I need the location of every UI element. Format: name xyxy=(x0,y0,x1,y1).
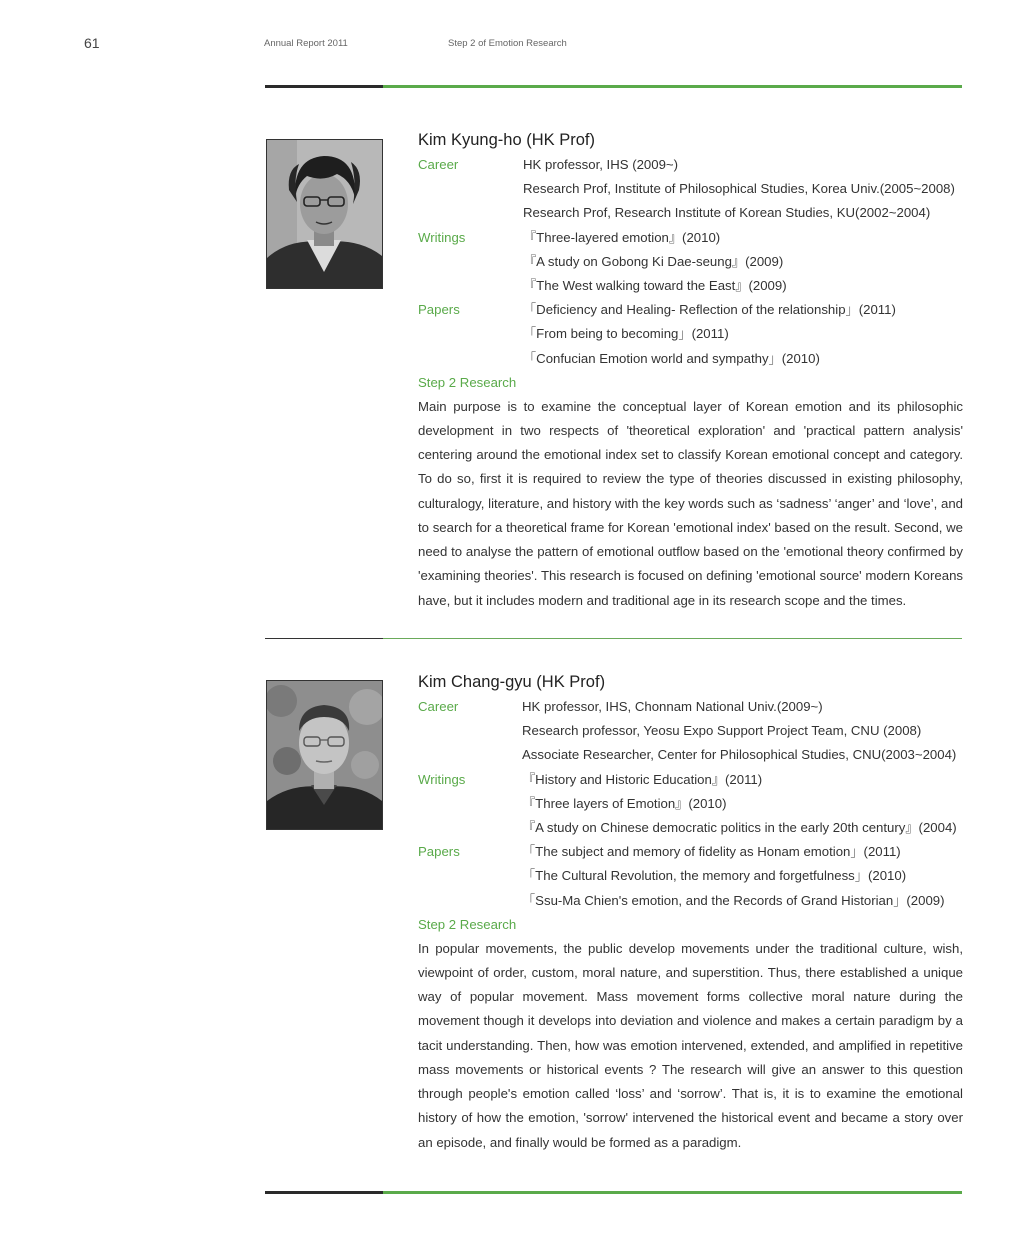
writings-row xyxy=(418,250,963,274)
papers-value: 「Deficiency and Healing- Reflection of the relationship」(2011) xyxy=(523,302,896,318)
divider-green-segment xyxy=(383,1191,962,1194)
divider-dark-segment xyxy=(265,638,383,639)
career-value: Research professor, Yeosu Expo Support Project Team, CNU (2008) xyxy=(522,723,922,739)
divider-dark-segment xyxy=(265,1191,383,1194)
papers-label: Papers xyxy=(418,844,460,860)
bottom-divider xyxy=(265,1191,962,1194)
career-value: Associate Researcher, Center for Philosophical Studies, CNU(2003~2004) xyxy=(522,747,957,763)
career-row xyxy=(418,719,963,743)
writings-row xyxy=(418,274,963,298)
writings-row xyxy=(418,816,963,840)
divider-green-segment xyxy=(383,85,962,88)
papers-row xyxy=(418,298,963,322)
portrait-photo-icon xyxy=(267,681,382,829)
profile-kim-kyung-ho xyxy=(418,127,963,613)
writings-value: 『Three-layered emotion』(2010) xyxy=(523,229,721,245)
writings-label: Writings xyxy=(418,229,466,245)
portrait-photo-icon xyxy=(267,140,382,288)
career-value: Research Prof, Research Institute of Korean Studies, KU(2002~2004) xyxy=(523,205,931,221)
writings-value: 『History and Historic Education』(2011) xyxy=(522,771,763,787)
career-row xyxy=(418,743,963,767)
writings-value: 『A study on Gobong Ki Dae-seung』(2009) xyxy=(523,253,784,269)
papers-value: 「Confucian Emotion world and sympathy」(2010) xyxy=(523,350,820,366)
writings-row xyxy=(418,768,963,792)
career-row xyxy=(418,201,963,225)
career-row xyxy=(418,153,963,177)
career-value: Research Prof, Institute of Philosophical Studies, Korea Univ.(2005~2008) xyxy=(523,181,955,197)
papers-label: Papers xyxy=(418,302,460,318)
career-label: Career xyxy=(418,157,459,172)
career-row xyxy=(418,695,963,719)
divider-green-segment xyxy=(383,638,962,639)
profile-name: Kim Chang-gyu (HK Prof) xyxy=(418,673,606,691)
divider-dark-segment xyxy=(265,85,383,88)
research-text: In popular movements, the public develop movements under the traditional culture, wish, viewpoint of order, custom, moral nature, and superstition. Thus, there established a unique way of popular movement. Mass movement forms collective moral nature during the movement though it develops into deviation and violence and makes a certain paradigm by a tacit understanding. Then, how was emotion intervened, extended, and amplified in repetitive mass movements or historical events ? The research will give an answer to this question through people's emotion called ‘loss’ and ‘sorrow’. That is, it is to examine the emotional history of how the emotion, 'sorrow' intervened the historical event and became a story over an episode, and finally would be formed as a paradigm. xyxy=(418,940,963,1150)
section-title: Step 2 of Emotion Research xyxy=(448,38,567,49)
report-title: Annual Report 2011 xyxy=(264,38,348,49)
page-number: 61 xyxy=(84,35,100,51)
writings-row xyxy=(418,226,963,250)
career-value: HK professor, IHS, Chonnam National Univ.(2009~) xyxy=(522,699,823,714)
papers-row xyxy=(418,347,963,371)
career-label: Career xyxy=(418,699,459,714)
papers-value: 「The subject and memory of fidelity as Honam emotion」(2011) xyxy=(522,844,901,860)
research-label: Step 2 Research xyxy=(418,916,517,932)
writings-value: 『The West walking toward the East』(2009) xyxy=(523,277,787,293)
papers-value: 「From being to becoming」(2011) xyxy=(523,326,729,342)
profile-kim-chang-gyu xyxy=(418,669,963,1155)
top-divider xyxy=(265,85,962,88)
career-value: HK professor, IHS (2009~) xyxy=(523,157,679,172)
writings-row xyxy=(418,792,963,816)
papers-row xyxy=(418,322,963,346)
writings-value: 『Three layers of Emotion』(2010) xyxy=(522,795,727,811)
writings-label: Writings xyxy=(418,771,466,787)
research-label: Step 2 Research xyxy=(418,374,517,390)
papers-row xyxy=(418,864,963,888)
writings-value: 『A study on Chinese democratic politics in the early 20th century』(2004) xyxy=(522,819,957,835)
papers-row xyxy=(418,840,963,864)
middle-divider xyxy=(265,638,962,639)
profile-photo-kim-chang-gyu xyxy=(266,680,383,830)
papers-value: 「Ssu-Ma Chien's emotion, and the Records of Grand Historian」(2009) xyxy=(522,892,945,908)
profile-name: Kim Kyung-ho (HK Prof) xyxy=(418,131,595,149)
research-text: Main purpose is to examine the conceptual layer of Korean emotion and its philosophic development in two respects of 'theoretical exploration' and 'practical pattern analysis' centering around the emotional index set to classify Korean emotional concept and category. To do so, first it is required to review the type of theories discussed in existing philosophy, culturalogy, literature, and history with the key words such as ‘sadness’ ‘anger’ and ‘love’, and to search for a theoretical frame for Korean 'emotional index' based on the result. Second, we need to analyse the pattern of emotional outflow based on the 'emotional theory confirmed by 'examining theories'. This research is focused on defining 'emotional source' modern Koreans have, but it includes modern and traditional age in its research scope and the times. xyxy=(418,398,963,608)
profile-photo-kim-kyung-ho xyxy=(266,139,383,289)
papers-row xyxy=(418,889,963,913)
papers-value: 「The Cultural Revolution, the memory and forgetfulness」(2010) xyxy=(522,868,907,884)
career-row xyxy=(418,177,963,201)
